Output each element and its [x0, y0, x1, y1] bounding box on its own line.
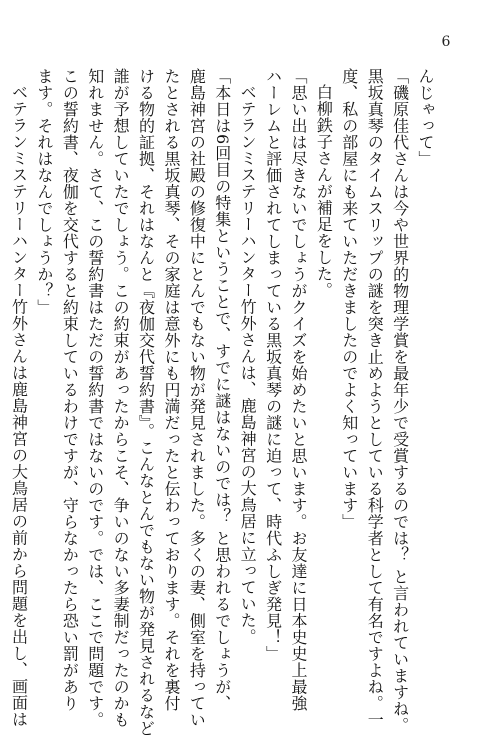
- text-column: 「磯原佳代さんは今や世界的物理学賞を最年少で受賞するのでは？ と言われていますね。: [390, 68, 410, 734]
- text-column: んじゃって」: [416, 68, 435, 167]
- text-column: 黒坂真琴のタイムスリップの謎を突き止めようとしている科学者として有名ですよね。一: [365, 68, 385, 728]
- text-column: 鹿島神宮の社殿の修復中にとんでもない物が発見されました。多くの妻、側室を持ってい: [187, 68, 207, 728]
- text-column: ける物的証拠、それはなんと『夜伽交代誓約書』。こんなとんでもない物が発見されるなど: [136, 68, 156, 737]
- text-column: ベテランミステリーハンター竹外さんは、鹿島神宮の大鳥居に立っていた。: [238, 84, 258, 645]
- text-column: 知れません。さて、この誓約書はただの誓約書ではないのです。では、ここで問題です。: [85, 68, 105, 728]
- text-column: ハーレムと評価されてしまっている黒坂真琴の謎に迫って、時代ふしぎ発見！」: [263, 68, 283, 662]
- body-text: [9, 68, 438, 737]
- page-number: 6: [441, 34, 451, 50]
- text-column: たとされる黒坂真琴、その家庭は意外にも円満だったと伝わっております。それを裏付: [161, 68, 181, 712]
- text-column: 白柳鉄子さんが補足をした。: [314, 84, 334, 299]
- text-column: 「思い出は尽きないでしょうがクイズを始めたいと思います。お友達に日本史史上最強: [288, 68, 308, 712]
- text-column: 「本日は6回目の特集ということで、すでに謎はないのでは？ と思われるでしょうが、: [212, 68, 232, 712]
- text-column: 度、私の部屋にも来ていただきましたのでよく知っています」: [339, 68, 359, 530]
- text-column: 誰が予想していたでしょう。この約束があったからこそ、争いのない多妻制だったのかも: [111, 68, 131, 728]
- text-column: ベテランミステリーハンター竹外さんは鹿島神宮の大鳥居の前から問題を出し、画面は: [9, 84, 29, 728]
- text-column: この誓約書、夜伽を交代すると約束しているわけですが、守らなかったら恐い罰があり: [60, 68, 80, 712]
- text-column: ます。それはなんでしょうか？」: [34, 68, 54, 316]
